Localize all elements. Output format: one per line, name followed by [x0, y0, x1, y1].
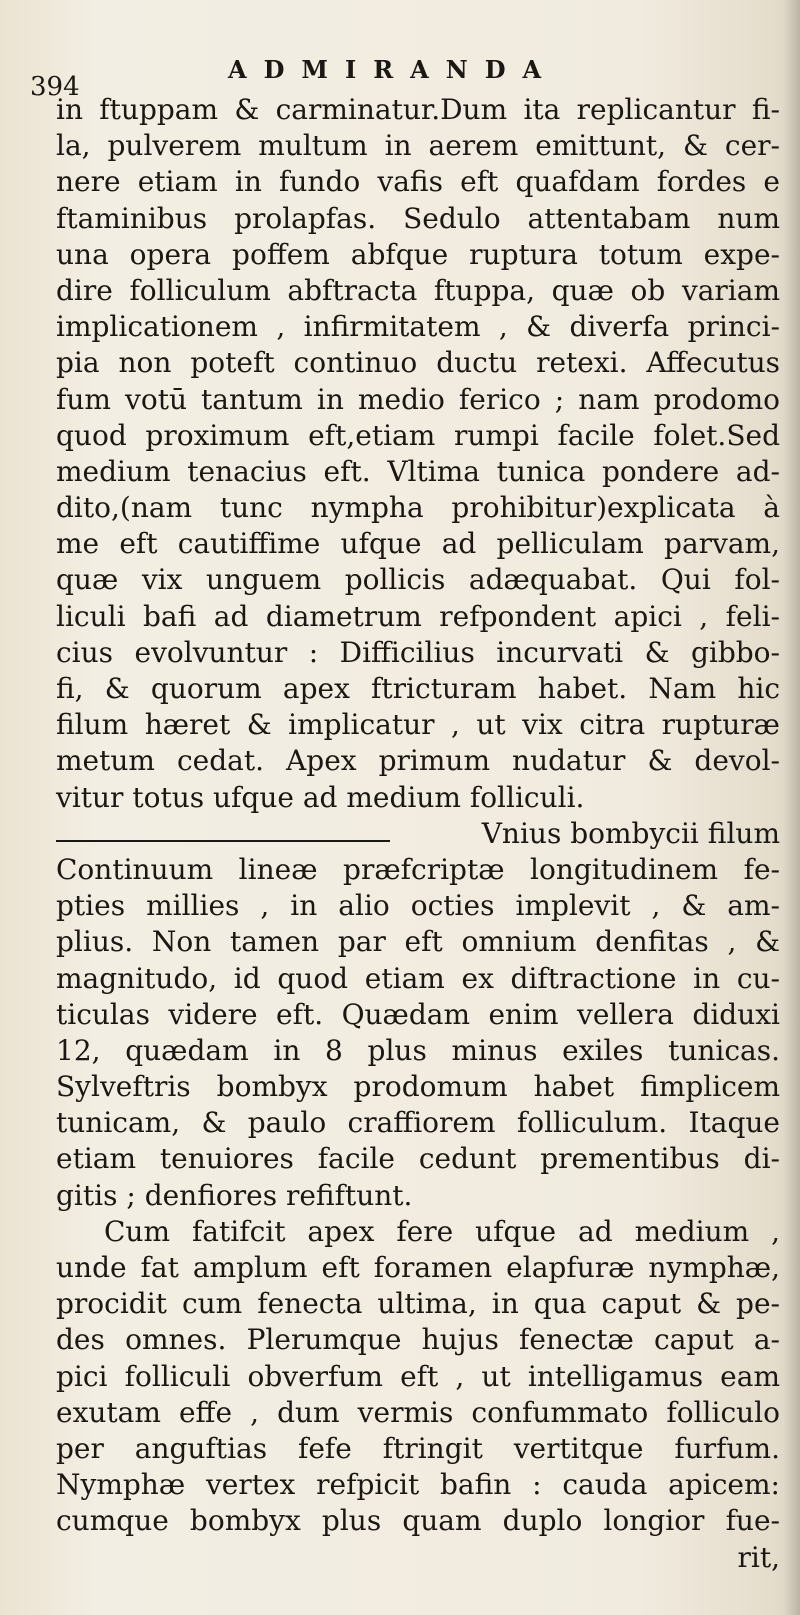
text-line: cumque bombyx plus quam duplo longior fue-: [56, 1504, 780, 1538]
text-line: cius evolvuntur : Difficilius incurvati & gibbo-: [56, 635, 780, 669]
text-line: fum votū tantum in medio ferico ; nam prodomo: [56, 382, 780, 416]
text-line: exutam effe , dum vermis confummato folliculo: [56, 1395, 780, 1429]
text-line: implicationem , infirmitatem , & diverfa princi-: [56, 310, 780, 344]
horizontal-rule: [56, 840, 390, 842]
catchword: rit,: [737, 1540, 780, 1574]
text-line: filum hæret & implicatur , ut vix citra rupturæ: [56, 708, 780, 742]
page-number: 394: [30, 72, 80, 102]
text-line: una opera poffem abfque ruptura totum expe-: [56, 237, 780, 271]
text-line: Continuum lineæ præfcriptæ longitudinem fe-: [56, 852, 780, 886]
text-line: Nymphæ vertex refpicit bafin : cauda apicem:: [56, 1468, 780, 1502]
text-line: pia non poteft continuo ductu retexi. Affecutus: [56, 346, 780, 380]
text-line: dire folliculum abftracta ftuppa, quæ ob variam: [56, 273, 780, 307]
text-line: liculi bafi ad diametrum refpondent apici , feli-: [56, 599, 780, 633]
text-line: 12, quædam in 8 plus minus exiles tunicas.: [56, 1033, 780, 1067]
text-line: Cum fatifcit apex fere ufque ad medium ,: [104, 1214, 780, 1248]
rule-line: [56, 816, 780, 852]
text-line: medium tenacius eft. Vltima tunica pondere ad-: [56, 454, 780, 488]
text-line: Sylveftris bombyx prodomum habet fimplicem: [56, 1070, 780, 1104]
rule-line-text: Vnius bombycii filum: [481, 816, 780, 850]
page-spine-shadow: [784, 0, 800, 1615]
text-line: etiam tenuiores facile cedunt prementibus di-: [56, 1142, 780, 1176]
text-line: fi, & quorum apex ftricturam habet. Nam hic: [56, 672, 780, 705]
text-line: pties millies , in alio octies implevit , & am-: [56, 889, 780, 923]
text-line: me eft cautiffime ufque ad pelliculam parvam,: [56, 527, 780, 561]
text-line: plius. Non tamen par eft omnium denfitas , &: [56, 925, 780, 959]
text-line: des omnes. Plerumque hujus fenectæ caput a-: [56, 1323, 780, 1357]
text-line: quæ vix unguem pollicis adæquabat. Qui fol-: [56, 563, 780, 597]
running-head: ADMIRANDA: [228, 55, 559, 84]
text-line: metum cedat. Apex primum nudatur & devol-: [56, 744, 780, 778]
text-line: in ftuppam & carminatur.Dum ita replicantur fi-: [56, 93, 780, 126]
body-text: [56, 92, 780, 1576]
text-line: tunicam, & paulo craffiorem folliculum. Itaque: [56, 1106, 780, 1140]
text-line: per anguftias fefe ftringit vertitque furfum.: [56, 1431, 780, 1465]
text-line: ticulas videre eft. Quædam enim vellera diduxi: [56, 997, 780, 1031]
text-line: procidit cum fenecta ultima, in qua caput & pe-: [56, 1287, 780, 1321]
text-line: nere etiam in fundo vafis eft quafdam fordes e: [56, 165, 780, 199]
text-line: unde fat amplum eft foramen elapfuræ nymphæ,: [56, 1251, 780, 1284]
page-header: [30, 50, 770, 102]
text-line: quod proximum eft,etiam rumpi facile folet.Sed: [56, 418, 780, 452]
text-line: vitur totus ufque ad medium folliculi.: [56, 780, 585, 814]
text-line: dito,(nam tunc nympha prohibitur)explicata à: [56, 491, 780, 525]
text-line: magnitudo, id quod etiam ex diftractione in cu-: [56, 961, 780, 995]
text-line: la, pulverem multum in aerem emittunt, & cer-: [56, 129, 780, 163]
text-line: ftaminibus prolapfas. Sedulo attentabam num: [56, 201, 780, 235]
text-line: pici folliculi obverfum eft , ut intelligamus eam: [56, 1359, 780, 1393]
text-line: gitis ; denfiores refiftunt.: [56, 1178, 413, 1212]
